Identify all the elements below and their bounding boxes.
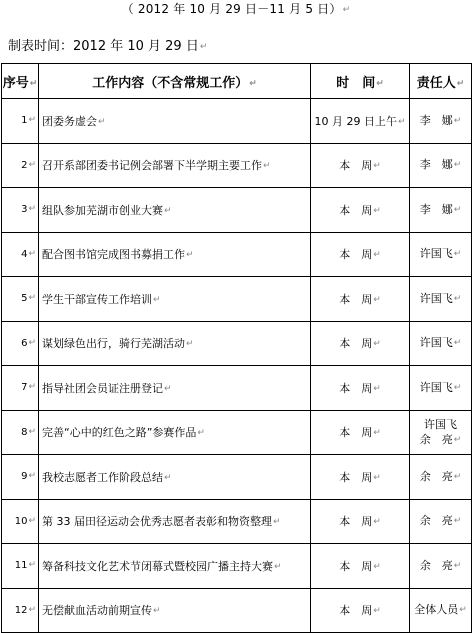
work-content: 我校志愿者工作阶段总结↵ [39, 455, 311, 500]
work-time: 本 周↵ [311, 321, 410, 366]
responsible-person [410, 544, 472, 589]
work-schedule-table [1, 63, 472, 633]
work-time: 10 月 29 日上午↵ [311, 99, 410, 144]
work-time: 本 周↵ [311, 232, 410, 277]
table-row [2, 143, 472, 188]
person-name: 李 娜↵ [419, 113, 462, 127]
work-content: 无偿献血活动前期宣传↵ [39, 588, 311, 633]
row-number: 3↵ [2, 188, 39, 233]
person-name: 全体人员↵ [414, 603, 467, 617]
paragraph-mark: ↵ [199, 42, 208, 52]
table-row [2, 232, 472, 277]
work-content: 配合图书馆完成图书募捐工作↵ [39, 232, 311, 277]
work-content: 完善“心中的红色之路”参赛作品↵ [39, 410, 311, 455]
made-time-text: 制表时间：2012 年 10 月 29 日 [8, 39, 199, 54]
person-name: 许国飞↵ [419, 336, 462, 350]
person-name: 许国飞↵ [419, 380, 462, 394]
person-name: 余 亮↵ [419, 558, 462, 572]
header-time: 时 间↵ [311, 64, 410, 99]
table-row [2, 366, 472, 411]
person-name: 许国飞 [424, 417, 457, 431]
table-row [2, 588, 472, 633]
table-row [2, 321, 472, 366]
responsible-person [410, 455, 472, 500]
work-content: 谋划绿色出行，骑行芜湖活动↵ [39, 321, 311, 366]
table-row [2, 499, 472, 544]
work-time: 本 周↵ [311, 188, 410, 233]
work-content: 第 33 届田径运动会优秀志愿者表彰和物资整理↵ [39, 499, 311, 544]
work-time: 本 周↵ [311, 588, 410, 633]
responsible-person [410, 188, 472, 233]
header-no: 序号↵ [2, 64, 39, 99]
row-number: 5↵ [2, 277, 39, 322]
person-name: 李 娜↵ [419, 158, 462, 172]
row-number: 10↵ [2, 499, 39, 544]
responsible-person [410, 143, 472, 188]
responsible-person [410, 232, 472, 277]
responsible-person [410, 277, 472, 322]
work-time: 本 周↵ [311, 544, 410, 589]
date-range-title [0, 1, 472, 18]
paragraph-mark: ↵ [342, 5, 351, 15]
responsible-person [410, 588, 472, 633]
table-row [2, 544, 472, 589]
work-time: 本 周↵ [311, 366, 410, 411]
work-content: 召开系部团委书记例会部署下半学期主要工作↵ [39, 143, 311, 188]
work-content: 指导社团会员证注册登记↵ [39, 366, 311, 411]
work-time: 本 周↵ [311, 410, 410, 455]
work-time: 本 周↵ [311, 143, 410, 188]
row-number: 12↵ [2, 588, 39, 633]
person-name: 余 亮↵ [419, 469, 462, 483]
row-number: 2↵ [2, 143, 39, 188]
responsible-person [410, 410, 472, 455]
person-name: 余 亮↵ [419, 514, 462, 528]
table-row [2, 277, 472, 322]
work-time: 本 周↵ [311, 455, 410, 500]
row-number: 7↵ [2, 366, 39, 411]
responsible-person [410, 499, 472, 544]
work-content: 组队参加芜湖市创业大赛↵ [39, 188, 311, 233]
table-row [2, 99, 472, 144]
header-person: 责任人↵ [410, 64, 472, 99]
table-row [2, 410, 472, 455]
work-time: 本 周↵ [311, 277, 410, 322]
responsible-person [410, 99, 472, 144]
table-row [2, 455, 472, 500]
row-number: 4↵ [2, 232, 39, 277]
work-time: 本 周↵ [311, 499, 410, 544]
row-number: 6↵ [2, 321, 39, 366]
work-content: 筹备科技文化艺术节闭幕式暨校园广播主持大赛↵ [39, 544, 311, 589]
row-number: 9↵ [2, 455, 39, 500]
row-number: 8↵ [2, 410, 39, 455]
person-name: 许国飞↵ [419, 291, 462, 305]
row-number: 1↵ [2, 99, 39, 144]
person-name: 许国飞↵ [419, 247, 462, 261]
table-header-row [2, 64, 472, 99]
date-range-text: （ 2012 年 10 月 29 日－11 月 5 日） [121, 2, 342, 16]
work-content: 团委务虚会↵ [39, 99, 311, 144]
person-name: 余 亮↵ [419, 432, 462, 446]
header-content: 工作内容（不含常规工作）↵ [39, 64, 311, 99]
row-number: 11↵ [2, 544, 39, 589]
person-name: 李 娜↵ [419, 202, 462, 216]
responsible-person [410, 321, 472, 366]
work-content: 学生干部宣传工作培训↵ [39, 277, 311, 322]
table-body [2, 99, 472, 633]
table-row [2, 188, 472, 233]
made-time-line [8, 38, 207, 56]
responsible-person [410, 366, 472, 411]
